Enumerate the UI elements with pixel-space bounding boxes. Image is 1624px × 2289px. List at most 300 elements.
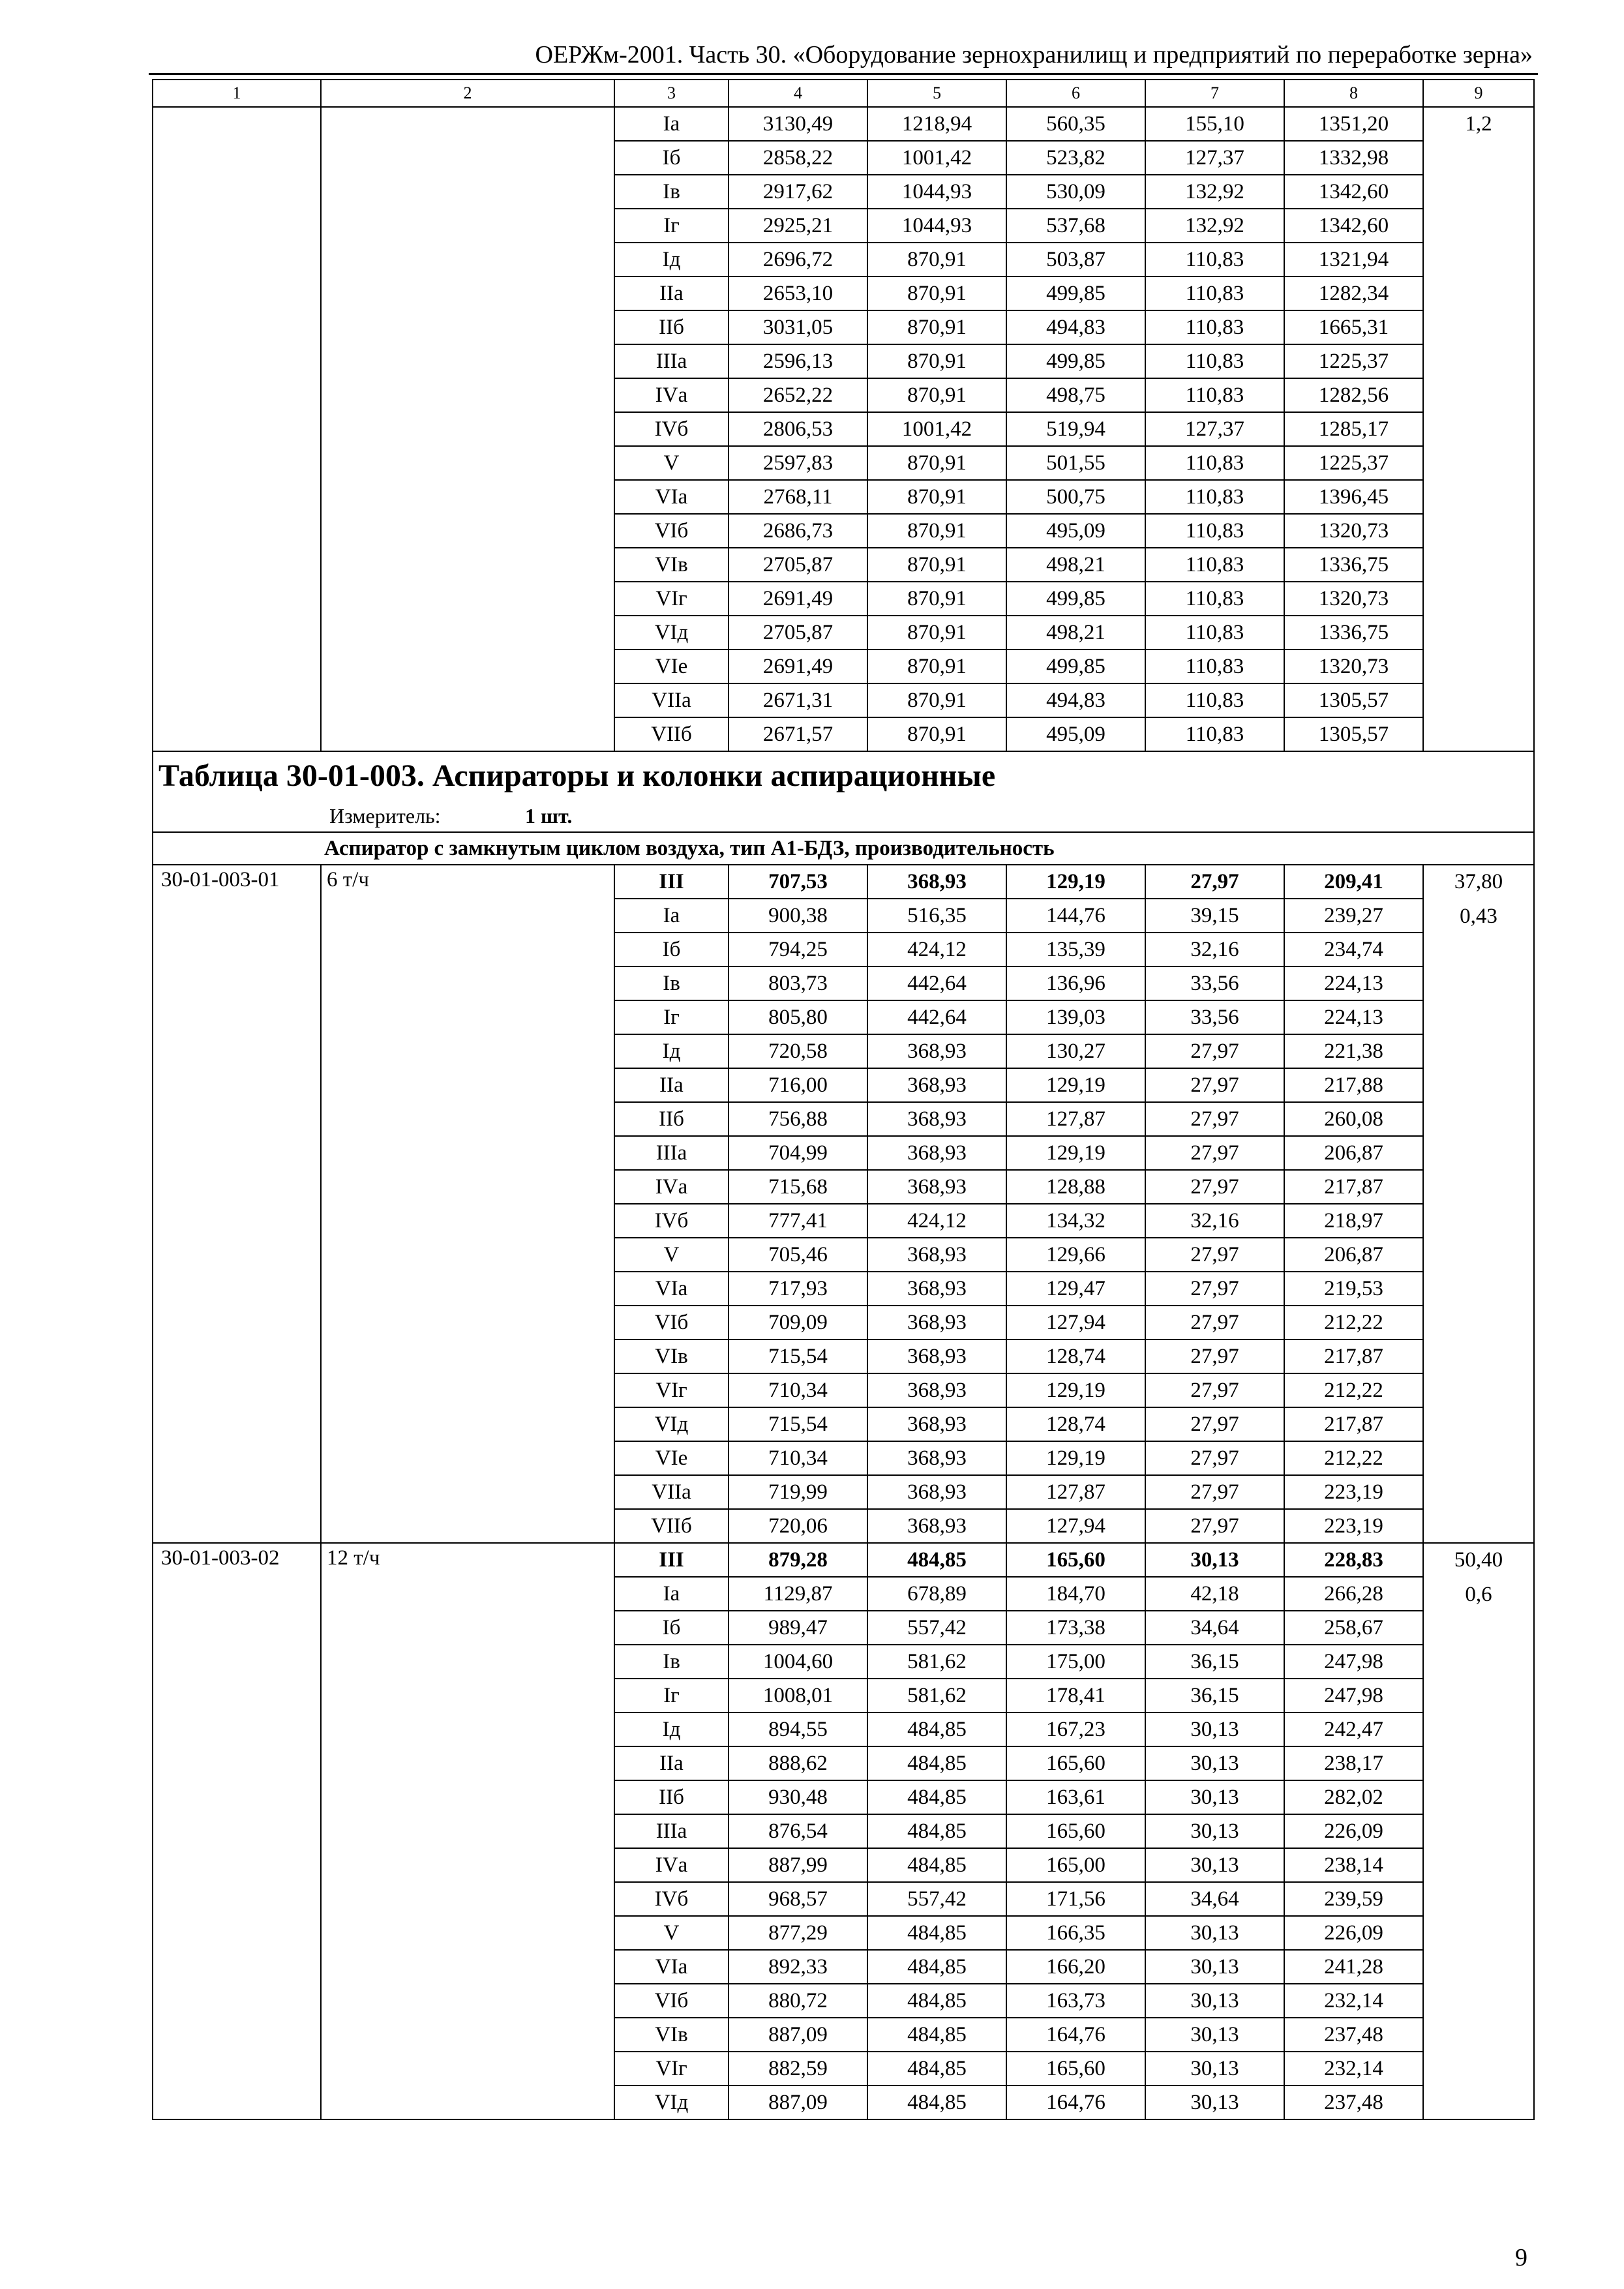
value-cell: 27,97 <box>1145 1272 1284 1306</box>
value-cell: 530,09 <box>1006 175 1145 209</box>
value-cell: 27,97 <box>1145 1034 1284 1068</box>
value-cell: 27,97 <box>1145 1068 1284 1102</box>
table-row <box>153 865 1534 899</box>
value-cell: 2768,11 <box>729 480 867 514</box>
value-cell: 30,13 <box>1145 1713 1284 1746</box>
value-cell: 2705,87 <box>729 548 867 582</box>
value-cell: 2691,49 <box>729 582 867 616</box>
value-cell: 1282,34 <box>1284 277 1423 310</box>
value-cell: 894,55 <box>729 1713 867 1746</box>
value-cell: 1342,60 <box>1284 209 1423 243</box>
value-cell: 1218,94 <box>867 107 1006 141</box>
value-cell: 501,55 <box>1006 446 1145 480</box>
value-cell: 1342,60 <box>1284 175 1423 209</box>
value-cell: 900,38 <box>729 899 867 933</box>
value-cell: 1336,75 <box>1284 616 1423 650</box>
value-cell: 237,48 <box>1284 2018 1423 2052</box>
value-cell: 368,93 <box>867 1475 1006 1509</box>
section-subtitle-row <box>153 832 1534 865</box>
value-cell: 30,13 <box>1145 2018 1284 2052</box>
value-cell: 484,85 <box>867 1950 1006 1984</box>
value-cell: 2671,57 <box>729 717 867 751</box>
value-cell: 870,91 <box>867 717 1006 751</box>
measurer-row <box>153 800 1534 832</box>
value-cell: 129,19 <box>1006 1441 1145 1475</box>
value-cell: 499,85 <box>1006 650 1145 683</box>
value-cell: 1321,94 <box>1284 243 1423 277</box>
column-numbers-row <box>153 80 1534 107</box>
value-cell: 368,93 <box>867 1136 1006 1170</box>
region-cell: VIб <box>614 514 729 548</box>
value-cell: 870,91 <box>867 277 1006 310</box>
value-cell: 127,87 <box>1006 1475 1145 1509</box>
column-number: 7 <box>1145 80 1284 107</box>
value-cell: 163,61 <box>1006 1780 1145 1814</box>
value-cell: 110,83 <box>1145 480 1284 514</box>
value-cell: 1351,20 <box>1284 107 1423 141</box>
value-cell: 2597,83 <box>729 446 867 480</box>
value-cell: 870,91 <box>867 514 1006 548</box>
value-cell: 30,13 <box>1145 1543 1284 1577</box>
value-cell: 127,94 <box>1006 1306 1145 1339</box>
value-cell: 368,93 <box>867 1034 1006 1068</box>
value-cell: 165,60 <box>1006 1814 1145 1848</box>
value-cell: 498,21 <box>1006 548 1145 582</box>
region-cell: Iв <box>614 175 729 209</box>
region-cell: VIIб <box>614 717 729 751</box>
value-cell: 2925,21 <box>729 209 867 243</box>
value-cell: 870,91 <box>867 683 1006 717</box>
column9-value: 50,40 <box>1454 1548 1503 1572</box>
value-cell: 560,35 <box>1006 107 1145 141</box>
value-cell: 110,83 <box>1145 582 1284 616</box>
value-cell: 110,83 <box>1145 514 1284 548</box>
measurer-unit: 1 шт. <box>525 803 573 828</box>
value-cell: 27,97 <box>1145 1373 1284 1407</box>
value-cell: 223,19 <box>1284 1475 1423 1509</box>
value-cell: 484,85 <box>867 2052 1006 2086</box>
value-cell: 129,19 <box>1006 1136 1145 1170</box>
value-cell: 870,91 <box>867 446 1006 480</box>
value-cell: 715,68 <box>729 1170 867 1204</box>
value-cell: 968,57 <box>729 1882 867 1916</box>
value-cell: 175,00 <box>1006 1645 1145 1679</box>
value-cell: 1004,60 <box>729 1645 867 1679</box>
value-cell: 135,39 <box>1006 933 1145 966</box>
value-cell: 368,93 <box>867 1272 1006 1306</box>
value-cell: 720,06 <box>729 1509 867 1543</box>
value-cell: 498,21 <box>1006 616 1145 650</box>
region-cell: Iд <box>614 243 729 277</box>
value-cell: 1282,56 <box>1284 378 1423 412</box>
value-cell: 129,47 <box>1006 1272 1145 1306</box>
value-cell: 110,83 <box>1145 243 1284 277</box>
value-cell: 155,10 <box>1145 107 1284 141</box>
value-cell: 30,13 <box>1145 1848 1284 1882</box>
value-cell: 368,93 <box>867 1102 1006 1136</box>
value-cell: 707,53 <box>729 865 867 899</box>
value-cell: 30,13 <box>1145 1814 1284 1848</box>
value-cell: 498,75 <box>1006 378 1145 412</box>
value-cell: 719,99 <box>729 1475 867 1509</box>
value-cell: 887,09 <box>729 2086 867 2119</box>
region-cell: IIIа <box>614 344 729 378</box>
value-cell: 30,13 <box>1145 1780 1284 1814</box>
region-cell: V <box>614 1916 729 1950</box>
value-cell: 27,97 <box>1145 1475 1284 1509</box>
value-cell: 110,83 <box>1145 378 1284 412</box>
value-cell: 1332,98 <box>1284 141 1423 175</box>
value-cell: 209,41 <box>1284 865 1423 899</box>
value-cell: 228,83 <box>1284 1543 1423 1577</box>
value-cell: 27,97 <box>1145 1407 1284 1441</box>
value-cell: 30,13 <box>1145 1746 1284 1780</box>
section-subtitle: Аспиратор с замкнутым циклом воздуха, тип А1-БДЗ, производительность <box>153 832 1534 865</box>
value-cell: 226,09 <box>1284 1916 1423 1950</box>
value-cell: 1320,73 <box>1284 582 1423 616</box>
value-cell: 3130,49 <box>729 107 867 141</box>
column9-value: 0,6 <box>1465 1583 1492 1606</box>
region-cell: VIа <box>614 1272 729 1306</box>
value-cell: 2653,10 <box>729 277 867 310</box>
value-cell: 484,85 <box>867 2086 1006 2119</box>
region-cell: IIIа <box>614 1136 729 1170</box>
measurer-cell <box>153 800 1534 832</box>
region-cell: Iб <box>614 933 729 966</box>
value-cell: 1285,17 <box>1284 412 1423 446</box>
value-cell: 2705,87 <box>729 616 867 650</box>
table-row <box>153 1543 1534 1577</box>
value-cell: 32,16 <box>1145 933 1284 966</box>
value-cell: 27,97 <box>1145 1306 1284 1339</box>
value-cell: 30,13 <box>1145 1916 1284 1950</box>
value-cell: 27,97 <box>1145 1509 1284 1543</box>
value-cell: 217,87 <box>1284 1170 1423 1204</box>
page-number: 9 <box>1515 2244 1527 2271</box>
value-cell: 165,00 <box>1006 1848 1145 1882</box>
table-body <box>153 80 1534 2119</box>
value-cell: 368,93 <box>867 1170 1006 1204</box>
value-cell: 715,54 <box>729 1339 867 1373</box>
value-cell: 870,91 <box>867 378 1006 412</box>
region-cell: Iд <box>614 1034 729 1068</box>
value-cell: 1129,87 <box>729 1577 867 1611</box>
measurer-label: Измеритель: <box>329 803 441 828</box>
value-cell: 1001,42 <box>867 141 1006 175</box>
value-cell: 232,14 <box>1284 1984 1423 2018</box>
region-cell: VIд <box>614 616 729 650</box>
value-cell: 777,41 <box>729 1204 867 1238</box>
region-cell: IVа <box>614 1848 729 1882</box>
value-cell: 223,19 <box>1284 1509 1423 1543</box>
region-cell: VIв <box>614 1339 729 1373</box>
column9-cell <box>1423 865 1534 1543</box>
value-cell: 128,88 <box>1006 1170 1145 1204</box>
region-cell: IIа <box>614 1746 729 1780</box>
region-cell: Iа <box>614 107 729 141</box>
column9-cell <box>1423 107 1534 751</box>
value-cell: 110,83 <box>1145 446 1284 480</box>
value-cell: 805,80 <box>729 1000 867 1034</box>
value-cell: 494,83 <box>1006 310 1145 344</box>
value-cell: 110,83 <box>1145 683 1284 717</box>
value-cell: 42,18 <box>1145 1577 1284 1611</box>
value-cell: 495,09 <box>1006 514 1145 548</box>
value-cell: 110,83 <box>1145 277 1284 310</box>
region-cell: VIв <box>614 2018 729 2052</box>
value-cell: 877,29 <box>729 1916 867 1950</box>
value-cell: 110,83 <box>1145 650 1284 683</box>
region-cell: Iб <box>614 141 729 175</box>
value-cell: 678,89 <box>867 1577 1006 1611</box>
value-cell: 226,09 <box>1284 1814 1423 1848</box>
value-cell: 127,37 <box>1145 141 1284 175</box>
column-number: 9 <box>1423 80 1534 107</box>
value-cell: 184,70 <box>1006 1577 1145 1611</box>
header-title: ОЕРЖм-2001. Часть 30. «Оборудование зернохранилищ и предприятий по переработке зерна» <box>535 41 1533 68</box>
value-cell: 34,64 <box>1145 1882 1284 1916</box>
value-cell: 30,13 <box>1145 2052 1284 2086</box>
rate-name: 12 т/ч <box>321 1543 614 2119</box>
value-cell: 484,85 <box>867 1543 1006 1577</box>
value-cell: 218,97 <box>1284 1204 1423 1238</box>
value-cell: 178,41 <box>1006 1679 1145 1713</box>
value-cell: 503,87 <box>1006 243 1145 277</box>
value-cell: 368,93 <box>867 1373 1006 1407</box>
value-cell: 110,83 <box>1145 717 1284 751</box>
value-cell: 499,85 <box>1006 344 1145 378</box>
value-cell: 523,82 <box>1006 141 1145 175</box>
region-cell: IVб <box>614 1204 729 1238</box>
region-cell: IIб <box>614 1102 729 1136</box>
region-cell: VIв <box>614 548 729 582</box>
value-cell: 2917,62 <box>729 175 867 209</box>
value-cell: 27,97 <box>1145 1136 1284 1170</box>
value-cell: 163,73 <box>1006 1984 1145 2018</box>
column-number: 2 <box>321 80 614 107</box>
value-cell: 756,88 <box>729 1102 867 1136</box>
value-cell: 34,64 <box>1145 1611 1284 1645</box>
value-cell: 716,00 <box>729 1068 867 1102</box>
value-cell: 110,83 <box>1145 616 1284 650</box>
column9-value: 0,43 <box>1460 905 1497 928</box>
value-cell: 30,13 <box>1145 2086 1284 2119</box>
value-cell: 887,09 <box>729 2018 867 2052</box>
region-cell: IVа <box>614 1170 729 1204</box>
value-cell: 720,58 <box>729 1034 867 1068</box>
value-cell: 27,97 <box>1145 1102 1284 1136</box>
value-cell: 171,56 <box>1006 1882 1145 1916</box>
value-cell: 33,56 <box>1145 966 1284 1000</box>
value-cell: 484,85 <box>867 1713 1006 1746</box>
value-cell: 212,22 <box>1284 1441 1423 1475</box>
value-cell: 870,91 <box>867 480 1006 514</box>
value-cell: 130,27 <box>1006 1034 1145 1068</box>
value-cell: 1305,57 <box>1284 683 1423 717</box>
region-cell: IIIа <box>614 1814 729 1848</box>
value-cell: 129,19 <box>1006 1373 1145 1407</box>
value-cell: 134,32 <box>1006 1204 1145 1238</box>
column9-value: 37,80 <box>1454 870 1503 893</box>
rate-code <box>153 107 321 751</box>
value-cell: 129,19 <box>1006 865 1145 899</box>
region-cell: III <box>614 1543 729 1577</box>
value-cell: 206,87 <box>1284 1238 1423 1272</box>
value-cell: 709,09 <box>729 1306 867 1339</box>
region-cell: IIа <box>614 277 729 310</box>
region-cell: Iб <box>614 1611 729 1645</box>
value-cell: 127,87 <box>1006 1102 1145 1136</box>
region-cell: VIд <box>614 1407 729 1441</box>
value-cell: 266,28 <box>1284 1577 1423 1611</box>
region-cell: V <box>614 446 729 480</box>
value-cell: 870,91 <box>867 650 1006 683</box>
value-cell: 705,46 <box>729 1238 867 1272</box>
region-cell: VIе <box>614 650 729 683</box>
value-cell: 247,98 <box>1284 1679 1423 1713</box>
value-cell: 715,54 <box>729 1407 867 1441</box>
value-cell: 27,97 <box>1145 1238 1284 1272</box>
value-cell: 519,94 <box>1006 412 1145 446</box>
value-cell: 499,85 <box>1006 277 1145 310</box>
value-cell: 1044,93 <box>867 209 1006 243</box>
region-cell: VIг <box>614 1373 729 1407</box>
value-cell: 930,48 <box>729 1780 867 1814</box>
value-cell: 424,12 <box>867 933 1006 966</box>
value-cell: 710,34 <box>729 1373 867 1407</box>
value-cell: 557,42 <box>867 1882 1006 1916</box>
value-cell: 516,35 <box>867 899 1006 933</box>
value-cell: 139,03 <box>1006 1000 1145 1034</box>
section-title: Таблица 30-01-003. Аспираторы и колонки аспирационные <box>153 751 1534 800</box>
column-number: 8 <box>1284 80 1423 107</box>
rates-table <box>152 79 1535 2120</box>
region-cell: IVб <box>614 1882 729 1916</box>
value-cell: 882,59 <box>729 2052 867 2086</box>
region-cell: VIд <box>614 2086 729 2119</box>
region-cell: IVб <box>614 412 729 446</box>
region-cell: Iг <box>614 209 729 243</box>
value-cell: 442,64 <box>867 1000 1006 1034</box>
value-cell: 129,66 <box>1006 1238 1145 1272</box>
value-cell: 27,97 <box>1145 1170 1284 1204</box>
value-cell: 110,83 <box>1145 344 1284 378</box>
value-cell: 1320,73 <box>1284 650 1423 683</box>
value-cell: 484,85 <box>867 1984 1006 2018</box>
value-cell: 219,53 <box>1284 1272 1423 1306</box>
value-cell: 128,74 <box>1006 1339 1145 1373</box>
value-cell: 717,93 <box>729 1272 867 1306</box>
value-cell: 3031,05 <box>729 310 867 344</box>
value-cell: 282,02 <box>1284 1780 1423 1814</box>
value-cell: 212,22 <box>1284 1373 1423 1407</box>
value-cell: 368,93 <box>867 1441 1006 1475</box>
region-cell: Iг <box>614 1679 729 1713</box>
value-cell: 870,91 <box>867 344 1006 378</box>
value-cell: 537,68 <box>1006 209 1145 243</box>
region-cell: VIа <box>614 480 729 514</box>
value-cell: 888,62 <box>729 1746 867 1780</box>
value-cell: 368,93 <box>867 1407 1006 1441</box>
value-cell: 368,93 <box>867 1509 1006 1543</box>
value-cell: 234,74 <box>1284 933 1423 966</box>
region-cell: VIIа <box>614 683 729 717</box>
value-cell: 1225,37 <box>1284 446 1423 480</box>
value-cell: 247,98 <box>1284 1645 1423 1679</box>
region-cell: Iв <box>614 1645 729 1679</box>
region-cell: Iа <box>614 1577 729 1611</box>
value-cell: 2652,22 <box>729 378 867 412</box>
region-cell: VIг <box>614 2052 729 2086</box>
value-cell: 129,19 <box>1006 1068 1145 1102</box>
value-cell: 110,83 <box>1145 548 1284 582</box>
value-cell: 1225,37 <box>1284 344 1423 378</box>
value-cell: 36,15 <box>1145 1645 1284 1679</box>
region-cell: VIб <box>614 1984 729 2018</box>
value-cell: 132,92 <box>1145 175 1284 209</box>
column9-value: 1,2 <box>1465 112 1492 136</box>
value-cell: 581,62 <box>867 1679 1006 1713</box>
value-cell: 2696,72 <box>729 243 867 277</box>
value-cell: 27,97 <box>1145 1441 1284 1475</box>
value-cell: 165,60 <box>1006 1746 1145 1780</box>
value-cell: 368,93 <box>867 1068 1006 1102</box>
region-cell: VIе <box>614 1441 729 1475</box>
value-cell: 499,85 <box>1006 582 1145 616</box>
region-cell: V <box>614 1238 729 1272</box>
value-cell: 238,14 <box>1284 1848 1423 1882</box>
value-cell: 241,28 <box>1284 1950 1423 1984</box>
value-cell: 1396,45 <box>1284 480 1423 514</box>
value-cell: 892,33 <box>729 1950 867 1984</box>
value-cell: 2691,49 <box>729 650 867 683</box>
value-cell: 258,67 <box>1284 1611 1423 1645</box>
value-cell: 484,85 <box>867 1780 1006 1814</box>
value-cell: 368,93 <box>867 1339 1006 1373</box>
value-cell: 484,85 <box>867 1848 1006 1882</box>
value-cell: 494,83 <box>1006 683 1145 717</box>
value-cell: 239,59 <box>1284 1882 1423 1916</box>
value-cell: 136,96 <box>1006 966 1145 1000</box>
section-title-row <box>153 751 1534 800</box>
value-cell: 224,13 <box>1284 966 1423 1000</box>
column-number: 6 <box>1006 80 1145 107</box>
value-cell: 206,87 <box>1284 1136 1423 1170</box>
value-cell: 239,27 <box>1284 899 1423 933</box>
value-cell: 500,75 <box>1006 480 1145 514</box>
value-cell: 224,13 <box>1284 1000 1423 1034</box>
region-cell: VIг <box>614 582 729 616</box>
value-cell: 165,60 <box>1006 1543 1145 1577</box>
rate-name: 6 т/ч <box>321 865 614 1543</box>
value-cell: 704,99 <box>729 1136 867 1170</box>
value-cell: 212,22 <box>1284 1306 1423 1339</box>
column-number: 1 <box>153 80 321 107</box>
value-cell: 495,09 <box>1006 717 1145 751</box>
value-cell: 221,38 <box>1284 1034 1423 1068</box>
value-cell: 173,38 <box>1006 1611 1145 1645</box>
value-cell: 260,08 <box>1284 1102 1423 1136</box>
column-number: 3 <box>614 80 729 107</box>
value-cell: 870,91 <box>867 310 1006 344</box>
value-cell: 368,93 <box>867 865 1006 899</box>
value-cell: 1336,75 <box>1284 548 1423 582</box>
value-cell: 127,94 <box>1006 1509 1145 1543</box>
value-cell: 33,56 <box>1145 1000 1284 1034</box>
rate-code: 30-01-003-02 <box>153 1543 321 2119</box>
value-cell: 32,16 <box>1145 1204 1284 1238</box>
value-cell: 166,35 <box>1006 1916 1145 1950</box>
